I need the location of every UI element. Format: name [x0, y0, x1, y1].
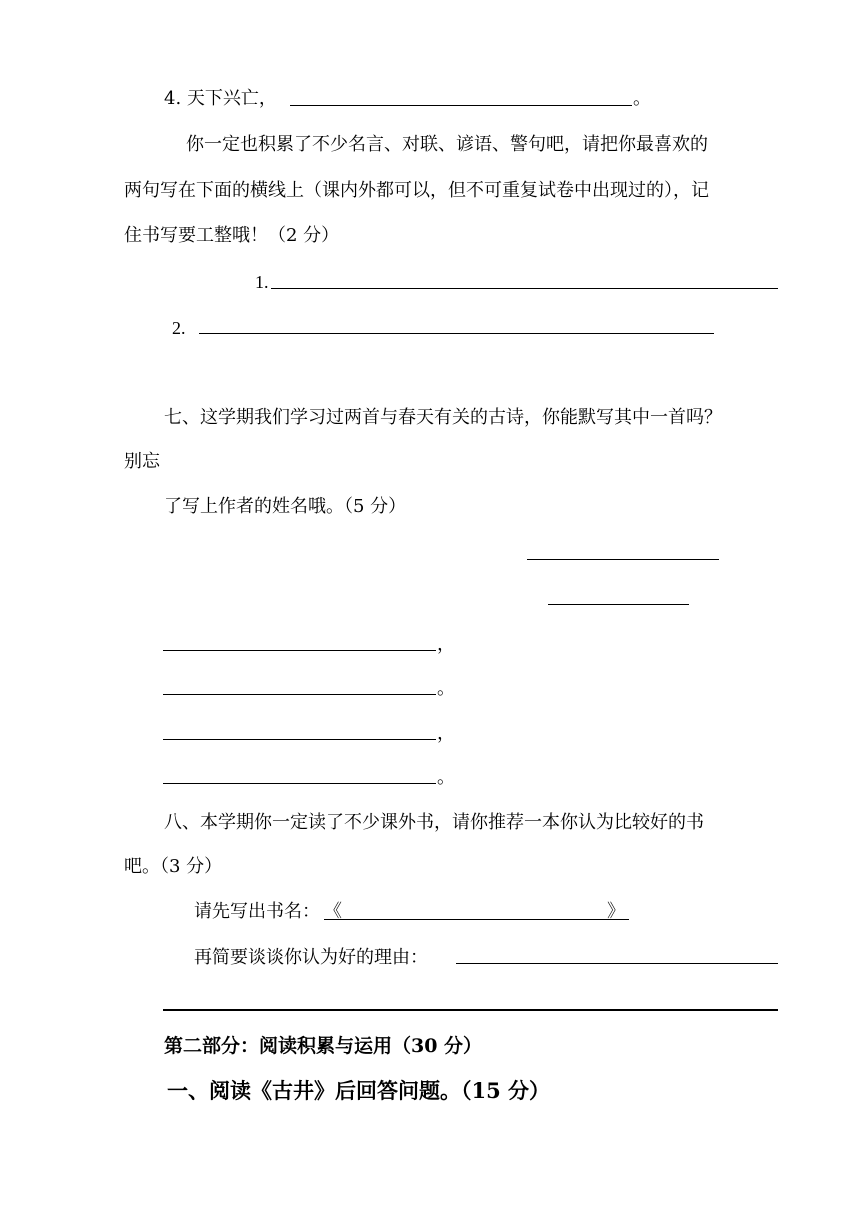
motto-item-1-label: 1. — [255, 272, 269, 292]
poem-line-3-punct: ， — [437, 723, 455, 744]
poem-title-line[interactable] — [527, 559, 719, 560]
book-reason-line-1[interactable] — [456, 963, 778, 964]
q7-question-line-1: 七、这学期我们学习过两首与春天有关的古诗，你能默写其中一首吗？ — [164, 407, 722, 428]
poem-line-4[interactable] — [163, 783, 436, 784]
q4-label: 4. 天下兴亡， — [164, 88, 277, 109]
part2-reading-question: 一、阅读《古井》后回答问题。（15 分） — [167, 1078, 551, 1103]
book-open-bracket: 《 — [324, 901, 342, 922]
q7-question-line-2: 别忘 — [124, 451, 160, 472]
book-title-line[interactable] — [324, 919, 629, 920]
q8-question-line-2: 吧。（3 分） — [124, 856, 223, 877]
q4-answer-line[interactable] — [290, 105, 632, 106]
q7-question-line-3: 了写上作者的姓名哦。（5 分） — [164, 496, 407, 517]
poem-line-3[interactable] — [163, 739, 436, 740]
motto-instruction-line-1: 你一定也积累了不少名言、对联、谚语、警句吧，请把你最喜欢的 — [186, 134, 708, 155]
poem-line-1-punct: ， — [437, 634, 455, 655]
poem-author-line[interactable] — [548, 604, 689, 605]
poem-line-2-punct: 。 — [437, 678, 455, 699]
poem-line-1[interactable] — [163, 650, 436, 651]
part2-heading: 第二部分：阅读积累与运用（30 分） — [164, 1035, 483, 1057]
poem-line-2[interactable] — [163, 694, 436, 695]
q4-end-punct: 。 — [633, 88, 651, 109]
book-title-label: 请先写出书名： — [194, 901, 320, 922]
motto-item-2-label: 2. — [172, 318, 186, 338]
book-reason-label: 再简要谈谈你认为好的理由： — [194, 947, 428, 968]
motto-instruction-line-2: 两句写在下面的横线上（课内外都可以，但不可重复试卷中出现过的），记 — [124, 180, 709, 201]
motto-instruction-line-3: 住书写要工整哦！（2 分） — [124, 225, 340, 246]
book-reason-line-2[interactable] — [163, 1009, 778, 1011]
q8-question-line-1: 八、本学期你一定读了不少课外书，请你推荐一本你认为比较好的书 — [164, 812, 704, 833]
motto-item-1-line[interactable] — [271, 288, 778, 289]
book-close-bracket: 》 — [607, 901, 625, 922]
motto-item-2-line[interactable] — [199, 333, 714, 334]
poem-line-4-punct: 。 — [437, 767, 455, 788]
